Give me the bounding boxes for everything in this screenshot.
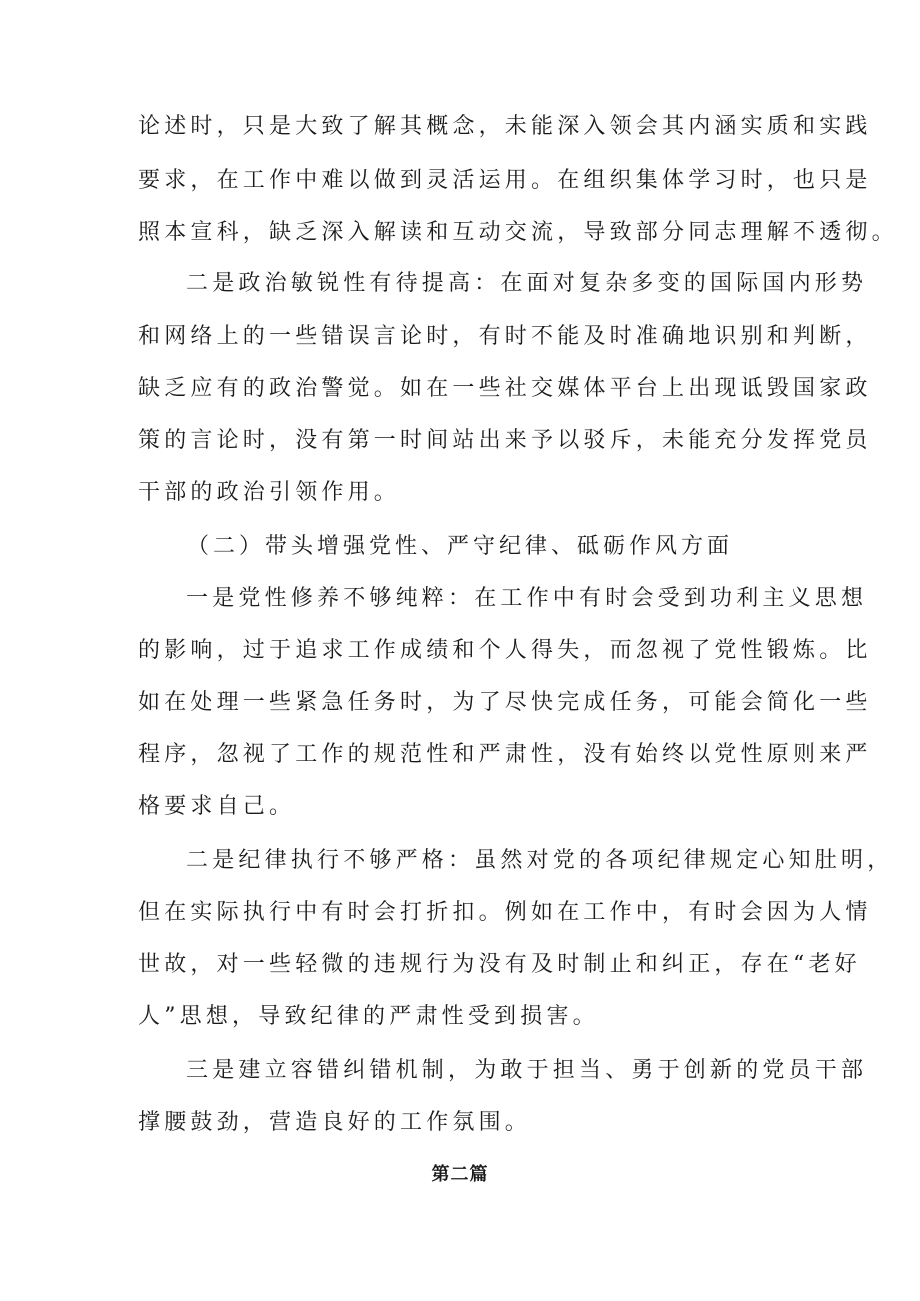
body-line-1: 论述时，只是大致了解其概念，未能深入领会其内涵实质和实践 bbox=[138, 114, 872, 139]
body-line-8: 干部的政治引领作用。 bbox=[138, 480, 401, 505]
body-line-6: 缺乏应有的政治警觉。如在一些社交媒体平台上出现诋毁国家政 bbox=[138, 376, 872, 401]
body-line-19: 撑腰鼓劲，营造良好的工作氛围。 bbox=[138, 1110, 532, 1135]
body-line-16: 世故，对一些轻微的违规行为没有及时制止和纠正，存在“老好 bbox=[138, 952, 861, 977]
body-line-7: 策的言论时，没有第一时间站出来予以驳斥，未能充分发挥党员 bbox=[138, 428, 872, 453]
part-title: 第二篇 bbox=[431, 1164, 489, 1185]
body-line-5: 和网络上的一些错误言论时，有时不能及时准确地识别和判断， bbox=[138, 324, 872, 349]
body-line-9: 一是党性修养不够纯粹：在工作中有时会受到功利主义思想 bbox=[186, 586, 868, 611]
body-line-10: 的影响，过于追求工作成绩和个人得失，而忽视了党性锻炼。比 bbox=[138, 638, 872, 663]
body-line-14: 二是纪律执行不够严格：虽然对党的各项纪律规定心知肚明， bbox=[186, 848, 894, 873]
body-line-12: 程序，忽视了工作的规范性和严肃性，没有始终以党性原则来严 bbox=[138, 742, 872, 767]
body-line-15: 但在实际执行中有时会打折扣。例如在工作中，有时会因为人情 bbox=[138, 900, 872, 925]
body-line-13: 格要求自己。 bbox=[138, 794, 296, 819]
body-line-4: 二是政治敏锐性有待提高：在面对复杂多变的国际国内形势 bbox=[186, 271, 868, 296]
body-line-11: 如在处理一些紧急任务时，为了尽快完成任务，可能会简化一些 bbox=[138, 690, 872, 715]
body-line-3: 照本宣科，缺乏深入解读和互动交流，导致部分同志理解不透彻。 bbox=[138, 220, 898, 245]
section-heading: （二）带头增强党性、严守纪律、砥砺作风方面 bbox=[186, 534, 733, 559]
body-line-2: 要求，在工作中难以做到灵活运用。在组织集体学习时，也只是 bbox=[138, 168, 872, 193]
body-line-18: 三是建立容错纠错机制，为敢于担当、勇于创新的党员干部 bbox=[186, 1058, 868, 1083]
body-line-17: 人”思想，导致纪律的严肃性受到损害。 bbox=[138, 1004, 599, 1029]
